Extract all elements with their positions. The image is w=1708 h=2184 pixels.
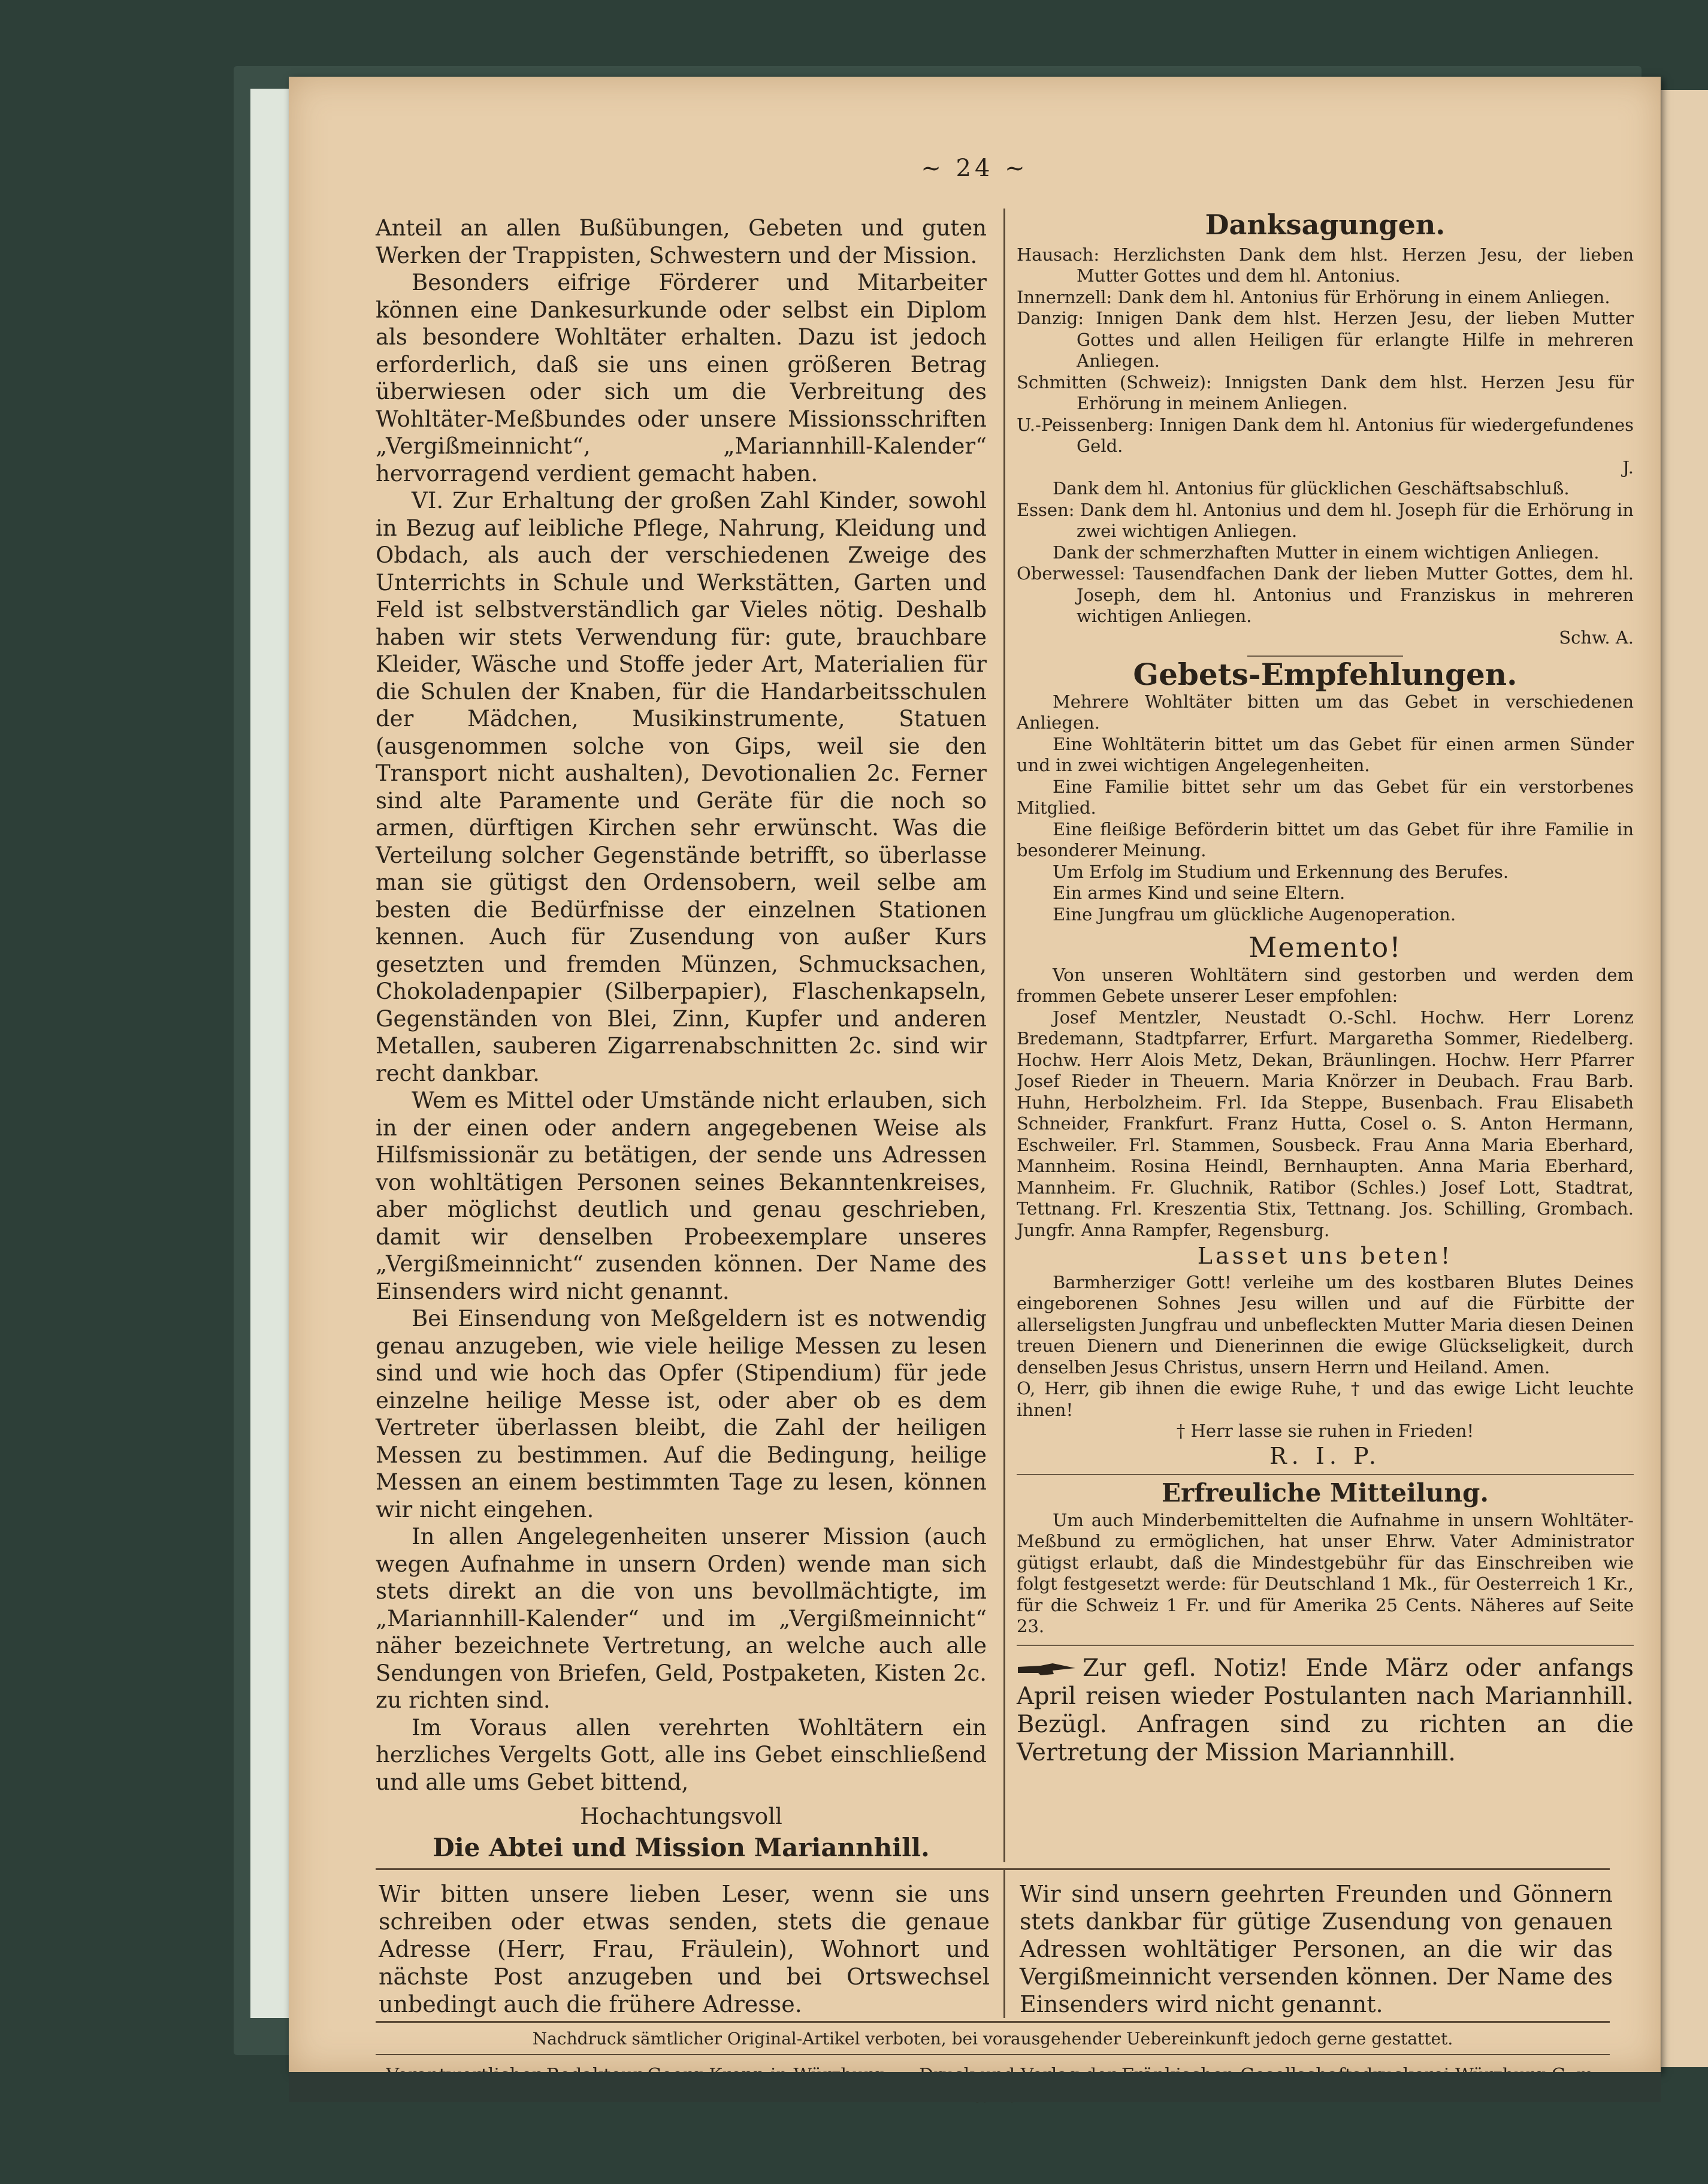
closing-signature: Die Abtei und Mission Mariannhill. bbox=[433, 1832, 930, 1862]
section-divider bbox=[1017, 1645, 1634, 1646]
bottom-binding bbox=[289, 2072, 1661, 2102]
box-top-rule bbox=[376, 1868, 1610, 1870]
left-paragraph-1: Anteil an allen Bußübungen, Gebeten und guten Werken der Trappisten, Schwestern und der Mission. bbox=[376, 215, 987, 268]
next-page-edge bbox=[1659, 90, 1708, 2067]
prayer-text: Barmherziger Gott! verleihe um des kostbaren Blutes Deines eingeborenen Sohnes Jesu willen und auf die Fürbitte der allerseligsten Jungfrau und unbefleckten Mutter Maria diesen Deinen treuen Dienern und Dienerinnen die ewige Glückseligkeit, durch denselben Jesus Christus, unsern Herrn und Heiland. Amen. bbox=[1017, 1271, 1634, 1378]
gebet-entry: Eine fleißige Beförderin bittet um das Gebet für ihre Familie in besonderer Meinung. bbox=[1017, 818, 1634, 860]
dank-entry: Dank dem hl. Antonius für glücklichen Geschäftsabschluß. bbox=[1053, 478, 1570, 499]
newspaper-page bbox=[289, 77, 1661, 2072]
notiz-text: Zur gefl. Notiz! Ende März oder anfangs April reisen wieder Postulanten nach Mariannhill. Bezügl. Anfragen sind zu richten an die Vertretung der Mission Mariannhill. bbox=[1017, 1654, 1634, 1766]
closing-salutation: Hochachtungsvoll bbox=[580, 1804, 782, 1829]
dank-entry: Innernzell: Dank dem hl. Antonius für Erhörung in einem Anliegen. bbox=[1017, 286, 1610, 307]
lasset-heading: Lasset uns beten! bbox=[1197, 1243, 1453, 1269]
rip-text: R. I. P. bbox=[1269, 1442, 1381, 1469]
dank-signature: Schw. A. bbox=[1559, 627, 1634, 648]
column-divider bbox=[1003, 209, 1005, 1862]
dank-heading: Danksagungen. bbox=[1205, 209, 1446, 241]
mitteilung-text: Um auch Minderbemittelten die Aufnahme in unsern Wohltäter-Meßbund zu ermöglichen, hat unser Ehrw. Vater Administrator gütigst erlaubt, daß die Mindestgebühr für das Einschreiben wie folgt festgesetzt werde: für Deutschland 1 Mk., für Oesterreich 1 Kr., für die Schweiz 1 Fr. und für Amerika 25 Cents. Näheres auf Seite 23. bbox=[1017, 1509, 1634, 1636]
dank-entry: Oberwessel: Tausendfachen Dank der lieben Mutter Gottes, dem hl. Joseph, dem hl. Antonius und Franziskus in mehreren wichtigen Anliegen. bbox=[1017, 563, 1634, 626]
notiz-block bbox=[1017, 1654, 1634, 1767]
prayer-line-3: † Herr lasse sie ruhen in Frieden! bbox=[1176, 1421, 1474, 1441]
dank-entry: Essen: Dank dem hl. Antonius und dem hl. Joseph für die Erhörung in zwei wichtigen Anliegen. bbox=[1017, 499, 1634, 541]
left-paragraph-7: Im Voraus allen verehrten Wohltätern ein herzliches Vergelts Gott, alle ins Gebet einschließend und alle ums Gebet bittend, bbox=[376, 1714, 987, 1795]
gebet-entry: Ein armes Kind und seine Eltern. bbox=[1053, 883, 1346, 903]
left-paragraph-5: Bei Einsendung von Meßgeldern ist es notwendig genau anzugeben, wie viele heilige Messen zu lesen sind und wie hoch das Opfer (Stipendium) für jede einzelne heilige Messe ist, oder aber ob es dem Vertreter überlassen bleibt, die Zahl der heiligen Messen zu bestimmen. Auf die Bedingung, heilige Messen an einem bestimmten Tage zu lesen, können wir nicht eingehen. bbox=[376, 1306, 987, 1523]
gebet-entry: Eine Familie bittet sehr um das Gebet für ein verstorbenes Mitglied. bbox=[1017, 776, 1634, 818]
left-column bbox=[376, 215, 987, 1861]
dank-entry: Hausach: Herzlichsten Dank dem hlst. Herzen Jesu, der lieben Mutter Gottes und dem hl. Antonius. bbox=[1017, 244, 1634, 286]
gebet-entry: Um Erfolg im Studium und Erkennung des Berufes. bbox=[1053, 861, 1509, 882]
ornament-left-icon: ~ bbox=[921, 155, 945, 182]
prayer-line-2: O, Herr, gib ihnen die ewige Ruhe, † und das ewige Licht leuchte ihnen! bbox=[1017, 1378, 1634, 1420]
dank-signature: J. bbox=[1622, 457, 1634, 478]
page-header bbox=[289, 155, 1661, 182]
left-paragraph-4: Wem es Mittel oder Umstände nicht erlauben, sich in der einen oder andern angegebenen Weise als Hilfsmissionär zu betätigen, der sende uns Adressen von wohltätigen Personen seines Bekanntenkreises, aber möglichst deutlich und genau geschrieben, damit wir denselben Probeexemplare unseres „Vergißmeinnicht“ zusenden können. Der Name des Einsenders wird nicht genannt. bbox=[376, 1088, 987, 1304]
address-notice-left: Wir bitten unsere lieben Leser, wenn sie uns schreiben oder etwas senden, stets die genaue Adresse (Herr, Frau, Fräulein), Wohnort und nächste Post anzugeben und bei Ortswechsel unbedingt auch die frühere Adresse. bbox=[379, 1881, 990, 2017]
reprint-notice: Nachdruck sämtlicher Original-Artikel verboten, bei vorausgehender Uebereinkunft jedoch gerne gestattet. bbox=[532, 2029, 1453, 2049]
dank-entry: U.-Peissenberg: Innigen Dank dem hl. Antonius für wiedergefundenes Geld. bbox=[1017, 414, 1634, 456]
gebet-entry: Mehrere Wohltäter bitten um das Gebet in verschiedenen Anliegen. bbox=[1017, 691, 1634, 733]
box-divider bbox=[1003, 1868, 1005, 2018]
page-number: 24 bbox=[956, 155, 994, 182]
ornament-right-icon: ~ bbox=[1005, 155, 1029, 182]
dank-entry: Danzig: Innigen Dank dem hlst. Herzen Jesu, der lieben Mutter Gottes und allen Heiligen für erlangte Hilfe in mehreren Anliegen. bbox=[1017, 308, 1634, 371]
left-paragraph-3: VI. Zur Erhaltung der großen Zahl Kinder, sowohl in Bezug auf leibliche Pflege, Nahrung, Kleidung und Obdach, als auch der verschiedenen Zweige des Unterrichts in Schule und Werkstätten, Garten und Feld ist selbstverständlich gar Vieles nötig. Deshalb haben wir stets Verwendung für: gute, brauchbare Kleider, Wäsche und Stoffe jeder Art, Materialien für die Schulen der Knaben, für die Handarbeitsschulen der Mädchen, Musikinstrumente, Statuen (ausgenommen solche von Gips, weil sie den Transport nicht aushalten), Devotionalien 2c. Ferner sind alte Paramente und Geräte für die noch so armen, dürftigen Kirchen sehr erwünscht. Was die Verteilung solcher Gegenstände betrifft, so überlasse man sie gütigst den Ordensobern, weil selbe am besten die Bedürfnisse der einzelnen Stationen kennen. Auch für Zusendung von außer Kurs gesetzten und fremden Münzen, Schmucksachen, Chokoladenpapier (Silberpapier), Flaschenkapseln, Gegenständen von Blei, Zinn, Kupfer und anderen Metallen, sauberen Zigarrenabschnitten 2c. sind wir recht dankbar. bbox=[376, 488, 987, 1086]
pointing-hand-icon bbox=[1017, 1661, 1077, 1679]
left-paragraph-6: In allen Angelegenheiten unserer Mission (auch wegen Aufnahme in unsern Orden) wende man sich stets direkt an die von uns bevollmächtigte, im „Mariannhill-Kalender“ und im „Vergißmeinnicht“ näher bezeichnete Vertretung, an welche auch alle Sendungen von Briefen, Geld, Postpaketen, Kisten 2c. zu richten sind. bbox=[376, 1524, 987, 1713]
memento-intro: Von unseren Wohltätern sind gestorben und werden dem frommen Gebete unserer Leser empfohlen: bbox=[1017, 964, 1634, 1006]
memento-names: Josef Mentzler, Neustadt O.-Schl. Hochw. Herr Lorenz Bredemann, Stadtpfarrer, Erfurt. Margaretha Sommer, Riedelberg. Hochw. Herr Alois Metz, Dekan, Bräunlingen. Hochw. Herr Pfarrer Josef Rieder in Theuern. Maria Knörzer in Deubach. Frau Barb. Huhn, Herbolzheim. Frl. Ida Steppe, Busenbach. Frau Elisabeth Schneider, Frankfurt. Franz Hutta, Cosel o. S. Anton Hermann, Eschweiler. Frl. Stammen, Sousbeck. Frau Anna Maria Eberhard, Mannheim. Rosina Heindl, Bernhaupten. Anna Maria Eberhard, Mannheim. Fr. Gluchnik, Ratibor (Schles.) Josef Lott, Stadtrat, Tettnang. Frl. Kreszentia Stix, Tettnang. Jos. Schilling, Grombach. Jungfr. Anna Rampfer, Regensburg. bbox=[1017, 1007, 1634, 1240]
mitteilung-heading: Erfreuliche Mitteilung. bbox=[1162, 1478, 1489, 1508]
gebet-heading: Gebets-Empfehlungen. bbox=[1133, 657, 1517, 692]
gebet-entry: Eine Wohltäterin bittet um das Gebet für einen armen Sünder und in zwei wichtigen Angelegenheiten. bbox=[1017, 733, 1634, 775]
right-column bbox=[1017, 209, 1634, 1767]
address-notice-right: Wir sind unsern geehrten Freunden und Gönnern stets dankbar für gütige Zusendung von genauen Adressen wohltätiger Personen, an die wir das Vergißmeinnicht versenden können. Der Name des Einsenders wird nicht genannt. bbox=[1020, 1881, 1613, 2017]
box-bottom-rule bbox=[376, 2021, 1610, 2023]
dank-entry: Schmitten (Schweiz): Innigsten Dank dem hlst. Herzen Jesu für Erhörung in meinem Anliegen. bbox=[1017, 371, 1634, 413]
footer-rule bbox=[376, 2054, 1610, 2055]
left-paragraph-2: Besonders eifrige Förderer und Mitarbeiter können eine Dankesurkunde oder selbst ein Diplom als besondere Wohltäter erhalten. Dazu ist jedoch erforderlich, daß sie uns einen größeren Betrag überwiesen oder sich um die Verbreitung des Wohltäter-Meßbundes oder unsere Missionsschriften „Vergißmeinnicht“, „Mariannhill-Kalender“ hervorragend verdient gemacht haben. bbox=[376, 270, 987, 487]
memento-heading: Memento! bbox=[1248, 931, 1402, 963]
dank-entry: Dank der schmerzhaften Mutter in einem wichtigen Anliegen. bbox=[1053, 542, 1600, 563]
section-divider bbox=[1017, 1474, 1634, 1475]
gebet-entry: Eine Jungfrau um glückliche Augenoperation. bbox=[1053, 904, 1456, 925]
